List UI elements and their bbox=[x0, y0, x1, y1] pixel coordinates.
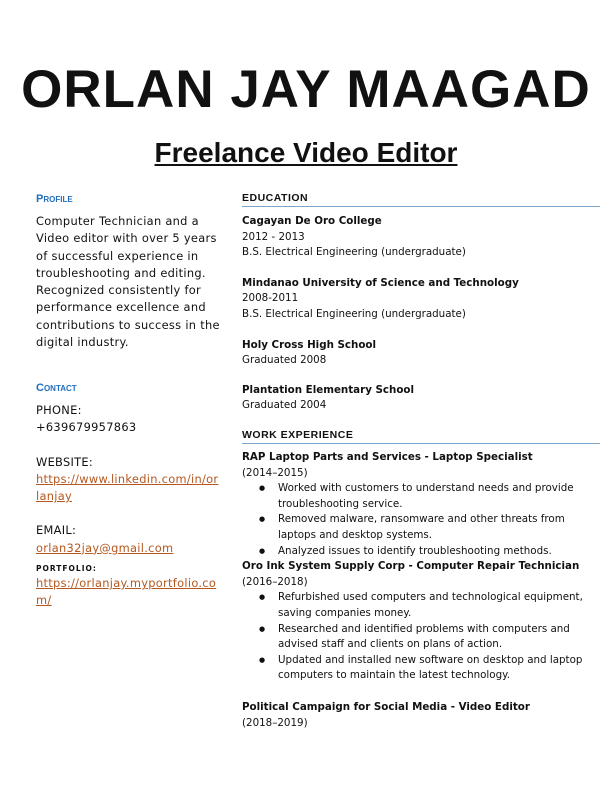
candidate-name: ORLAN JAY MAAGAD bbox=[21, 60, 591, 119]
bullet: ● Removed malware, ransomware and other threats from laptops and desktop systems. bbox=[242, 512, 602, 543]
job-years: (2018–2019) bbox=[242, 716, 308, 729]
work-list bbox=[242, 450, 602, 731]
job-title: Freelance Video Editor bbox=[154, 137, 458, 168]
portfolio-link[interactable]: https://orlanjay.myportfolio.com/ bbox=[36, 576, 217, 608]
job-years: (2014–2015) bbox=[242, 466, 308, 479]
school-years: Graduated 2008 bbox=[242, 354, 327, 367]
job-title: Oro Ink System Supply Corp - Computer Repair Technician bbox=[242, 560, 580, 573]
contact-section bbox=[36, 402, 221, 610]
education-list bbox=[242, 214, 602, 414]
bullet: ● Analyzed issues to identify troubleshooting methods. bbox=[242, 544, 602, 560]
school-detail: B.S. Electrical Engineering (undergraduate) bbox=[242, 246, 466, 259]
school-name: Holy Cross High School bbox=[242, 338, 377, 351]
email-link[interactable]: orlan32jay@gmail.com bbox=[36, 540, 174, 555]
school-years: 2008-2011 bbox=[242, 292, 299, 305]
job-bullets bbox=[242, 590, 602, 684]
bullet: ● Refurbished used computers and technological equipment, saving companies money. bbox=[242, 590, 602, 621]
school-name: Mindanao University of Science and Technology bbox=[242, 276, 519, 289]
school-years: Graduated 2004 bbox=[242, 399, 327, 412]
school-years: 2012 - 2013 bbox=[242, 230, 305, 243]
website-label: WEBSITE: bbox=[36, 454, 94, 469]
job-years: (2016–2018) bbox=[242, 575, 308, 588]
portfolio-label: PORTFOLIO: bbox=[36, 564, 97, 574]
education-heading: EDUCATION bbox=[242, 192, 600, 207]
bullet: ● Researched and identified problems with computers and advised staff and clients on plans of action. bbox=[242, 622, 602, 653]
school-name: Plantation Elementary School bbox=[242, 383, 415, 396]
work-heading: WORK EXPERIENCE bbox=[242, 429, 600, 444]
bullet: ● Worked with customers to understand needs and provide troubleshooting service. bbox=[242, 481, 602, 512]
job-title: RAP Laptop Parts and Services - Laptop Specialist bbox=[242, 451, 533, 463]
profile-heading: Profile bbox=[36, 193, 73, 205]
job-title: Political Campaign for Social Media - Video Editor bbox=[242, 700, 530, 713]
school-name: Cagayan De Oro College bbox=[242, 215, 382, 227]
school-detail: B.S. Electrical Engineering (undergraduate) bbox=[242, 307, 466, 320]
profile-text: Computer Technician and a Video editor with over 5 years of successful experience in troubleshooting and editing. Recognized consistently for performance excellence and contributions to success in the digital industry. bbox=[36, 214, 220, 350]
email-label: EMAIL: bbox=[36, 523, 77, 538]
contact-heading: Contact bbox=[36, 382, 77, 394]
website-link[interactable]: https://www.linkedin.com/in/orlanjay bbox=[36, 471, 219, 504]
job-bullets bbox=[242, 481, 602, 559]
phone-value: +639679957863 bbox=[36, 420, 137, 435]
bullet: ● Updated and installed new software on desktop and laptop computers to maintain the latest technology. bbox=[242, 653, 602, 684]
phone-label: PHONE: bbox=[36, 403, 82, 417]
